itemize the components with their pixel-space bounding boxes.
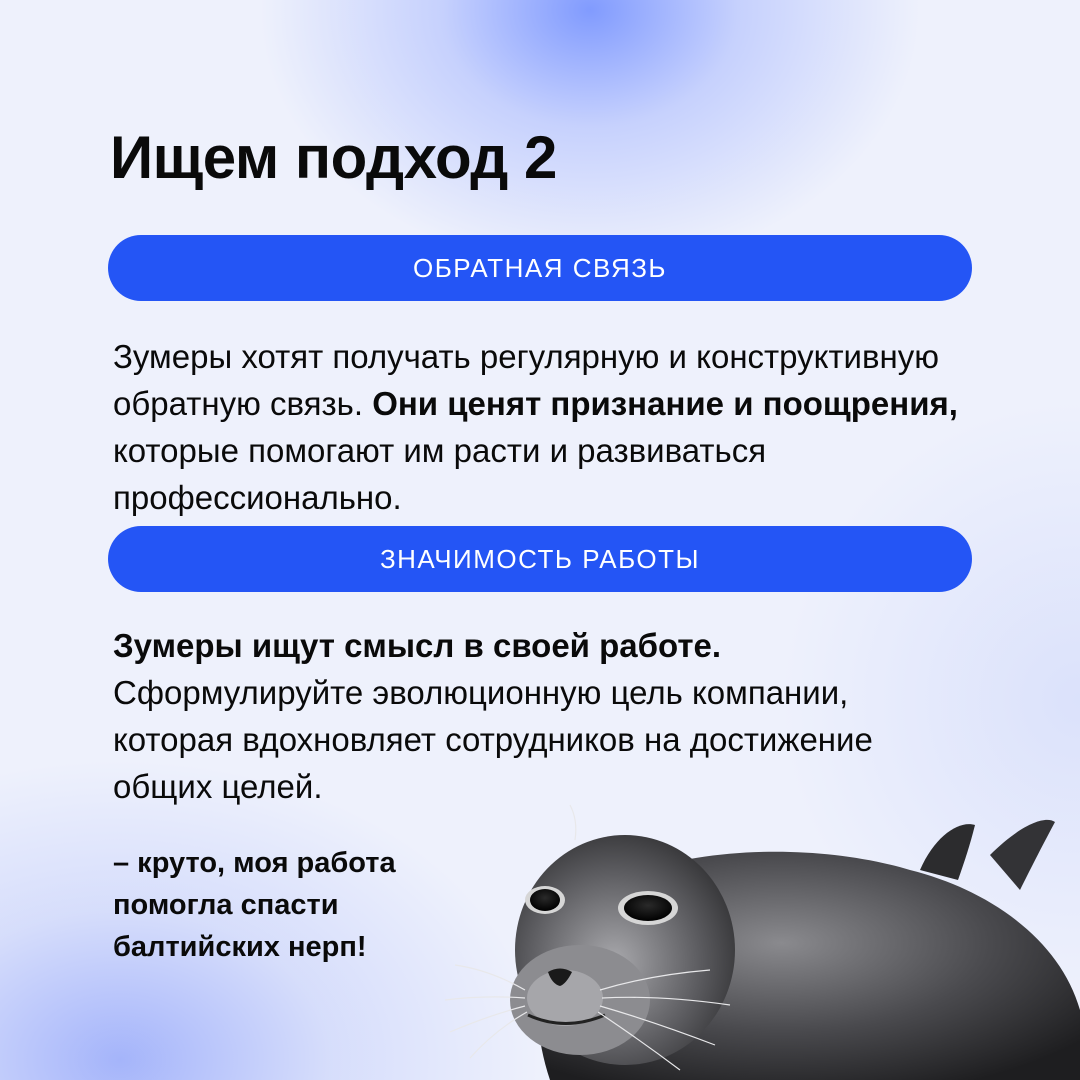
meaning-text-bold: Зумеры ищут смысл в своей работе.: [113, 627, 722, 664]
section-label-meaning: [108, 526, 972, 592]
seal-photo-icon: [430, 800, 1080, 1080]
seal-quote: – круто, моя работа помогла спасти балтийских нерп!: [113, 847, 396, 963]
meaning-text-end: Сформулируйте эволюционную цель компании, которая вдохновляет сотрудников на достижение общих целей.: [113, 674, 873, 805]
page-title: Ищем подход 2: [110, 124, 557, 191]
feedback-paragraph: [113, 333, 973, 521]
section-label-text: ЗНАЧИМОСТЬ РАБОТЫ: [379, 543, 701, 574]
meaning-paragraph: [113, 622, 973, 810]
feedback-text-end: которые помогают им расти и развиваться профессионально.: [113, 432, 767, 516]
feedback-text-start: Зумеры хотят получать регулярную и конструктивную обратную связь.: [113, 338, 939, 422]
feedback-text-bold: Они ценят признание и поощрения,: [372, 385, 958, 422]
section-label-text: ОБРАТНАЯ СВЯЗЬ: [413, 252, 667, 283]
section-label-feedback: [108, 235, 972, 301]
